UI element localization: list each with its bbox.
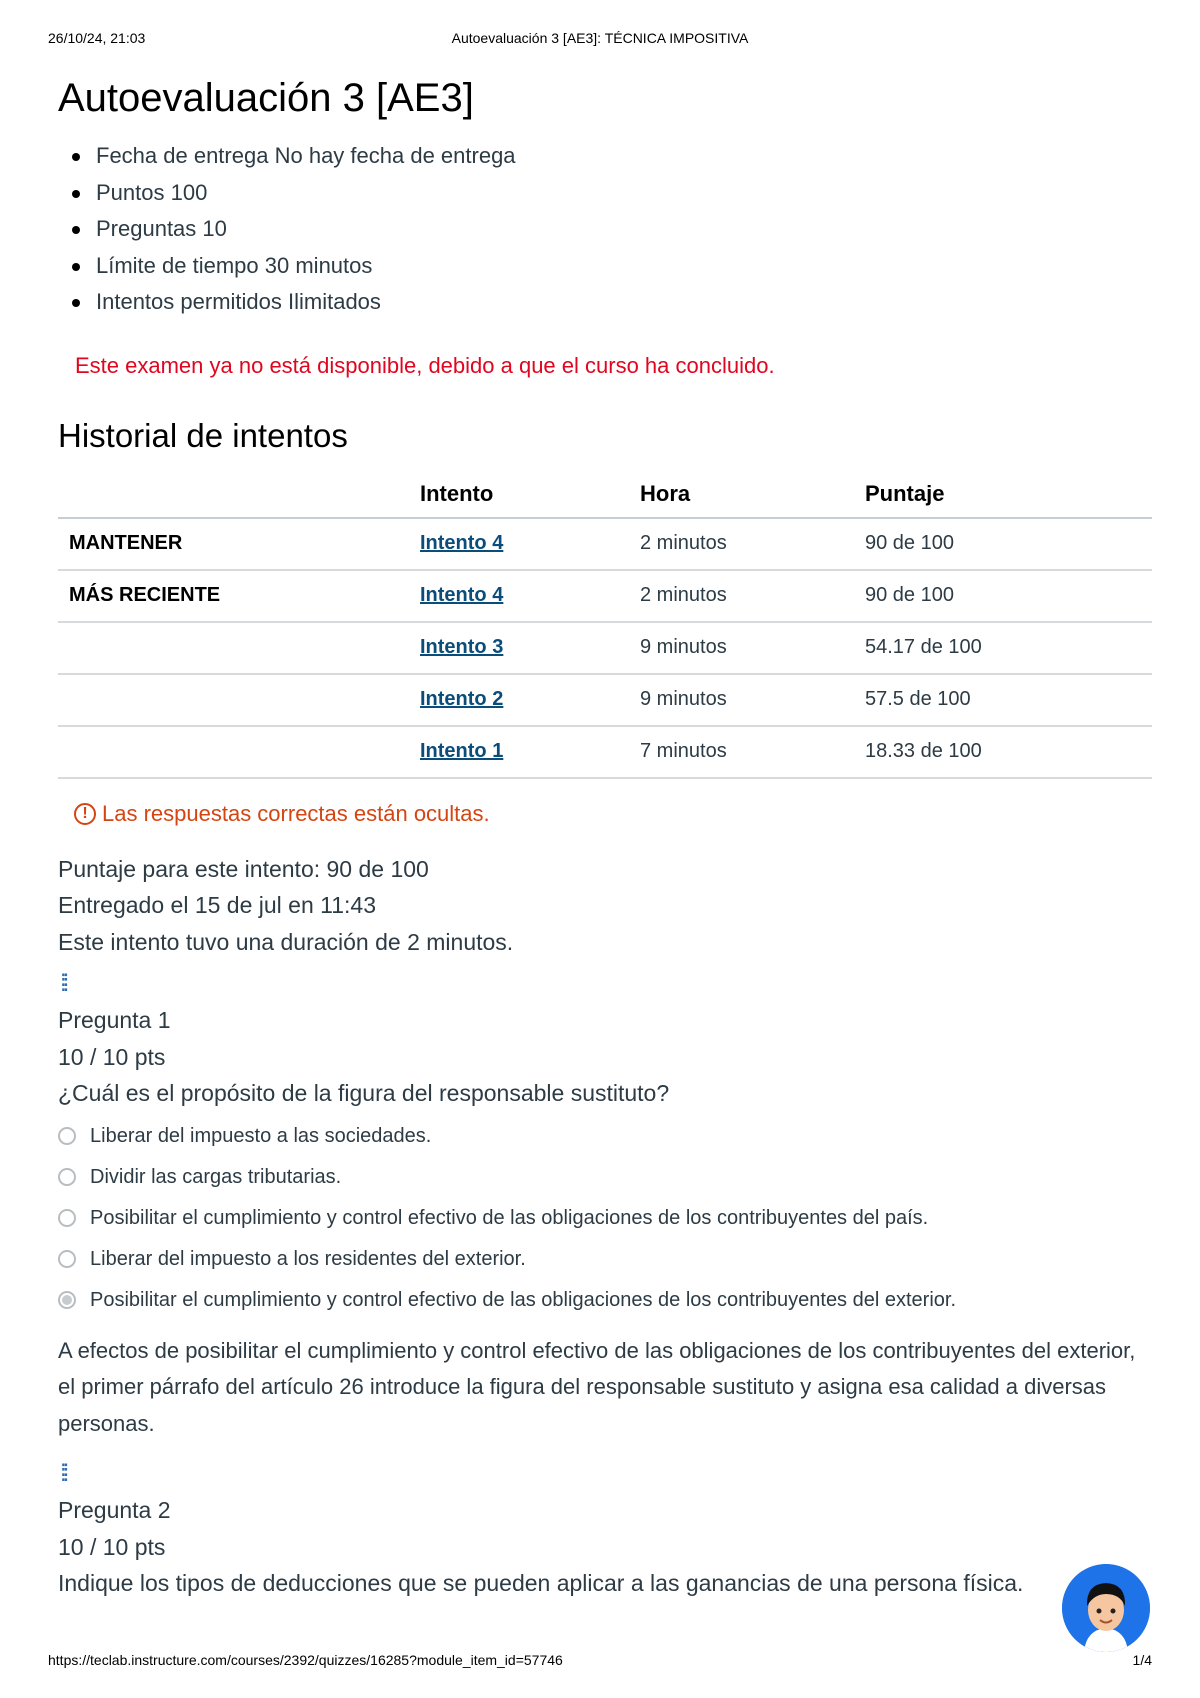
answer-text: Liberar del impuesto a las sociedades. bbox=[90, 1124, 432, 1147]
answer-option bbox=[58, 1116, 1152, 1157]
question-number: Pregunta 1 bbox=[58, 1007, 171, 1033]
answer-text: Posibilitar el cumplimiento y control efectivo de las obligaciones de los contribuyentes del país. bbox=[90, 1206, 929, 1229]
detail-value: 30 minutos bbox=[264, 252, 373, 278]
print-url: https://teclab.instructure.com/courses/2392/quizzes/16285?module_item_id=57746 bbox=[48, 1652, 563, 1668]
table-row bbox=[58, 674, 1152, 726]
unavailable-message: Este examen ya no está disponible, debido a que el curso ha concluido. bbox=[75, 352, 775, 378]
attempt-link[interactable]: Intento 1 bbox=[420, 740, 504, 762]
bullet-icon bbox=[72, 263, 80, 271]
print-header bbox=[48, 30, 1152, 50]
bullet-icon bbox=[72, 226, 80, 234]
detail-value: 100 bbox=[170, 179, 208, 205]
answer-option bbox=[58, 1157, 1152, 1198]
attempt-time: 2 minutos bbox=[640, 570, 865, 622]
attempt-score: 18.33 de 100 bbox=[865, 726, 1152, 778]
detail-label: Preguntas bbox=[96, 216, 197, 241]
column-header-score: Puntaje bbox=[865, 481, 1152, 518]
quiz-details bbox=[72, 138, 1152, 321]
radio-button[interactable] bbox=[58, 1209, 76, 1227]
answer-explanation: A efectos de posibilitar el cumplimiento y control efectivo de las obligaciones de los contribuyentes del exterior, el primer párrafo del artículo 26 introduce la figura del responsable sustituto y asigna esa calidad a diversas personas. bbox=[58, 1337, 1136, 1436]
attempt-link[interactable]: Intento 3 bbox=[420, 636, 504, 658]
detail-points bbox=[72, 175, 1152, 212]
drag-handle-icon[interactable]: ⁞⁞ bbox=[60, 970, 66, 997]
row-label bbox=[58, 622, 420, 674]
detail-label: Intentos permitidos bbox=[96, 289, 282, 314]
row-label: MANTENER bbox=[58, 518, 420, 570]
bullet-icon bbox=[72, 153, 80, 161]
question-text: Indique los tipos de deducciones que se pueden aplicar a las ganancias de una persona física. bbox=[58, 1570, 1024, 1596]
radio-button[interactable] bbox=[58, 1168, 76, 1186]
attempt-score-summary: Puntaje para este intento: 90 de 100 bbox=[58, 855, 429, 882]
page-title: Autoevaluación 3 [AE3] bbox=[58, 76, 474, 120]
radio-button[interactable] bbox=[58, 1127, 76, 1145]
question-points: 10 / 10 pts bbox=[58, 1043, 166, 1070]
exclamation-circle-icon: ! bbox=[74, 803, 96, 825]
answers-hidden-notice bbox=[74, 801, 1152, 827]
detail-value: 10 bbox=[202, 216, 227, 241]
table-header-row bbox=[58, 481, 1152, 518]
answer-options bbox=[58, 1116, 1152, 1321]
question-number: Pregunta 2 bbox=[58, 1497, 171, 1523]
answer-option bbox=[58, 1198, 1152, 1239]
column-header-attempt: Intento bbox=[420, 481, 640, 518]
attempt-info bbox=[58, 851, 1152, 961]
print-footer bbox=[48, 1652, 1152, 1672]
attempt-time: 9 minutos bbox=[640, 674, 865, 726]
attempt-submitted: Entregado el 15 de jul en 11:43 bbox=[58, 892, 376, 918]
detail-label: Límite de tiempo bbox=[96, 252, 259, 278]
answers-hidden-text: Las respuestas correctas están ocultas. bbox=[102, 800, 490, 826]
answer-text: Liberar del impuesto a los residentes del exterior. bbox=[90, 1247, 526, 1270]
question-text: ¿Cuál es el propósito de la figura del responsable sustituto? bbox=[58, 1080, 670, 1106]
column-header-time: Hora bbox=[640, 481, 865, 518]
question-2 bbox=[58, 1462, 1152, 1602]
row-label bbox=[58, 726, 420, 778]
attempts-table bbox=[58, 481, 1152, 779]
table-row bbox=[58, 570, 1152, 622]
detail-value: Ilimitados bbox=[288, 289, 381, 314]
table-row bbox=[58, 518, 1152, 570]
detail-label: Fecha de entrega bbox=[96, 143, 269, 168]
detail-questions bbox=[72, 211, 1152, 248]
answer-text: Posibilitar el cumplimiento y control efectivo de las obligaciones de los contribuyentes del exterior. bbox=[90, 1288, 957, 1311]
table-row bbox=[58, 726, 1152, 778]
detail-time-limit bbox=[72, 248, 1152, 285]
detail-attempts-allowed bbox=[72, 284, 1152, 321]
detail-value: No hay fecha de entrega bbox=[274, 143, 516, 168]
radio-button-selected[interactable] bbox=[58, 1291, 76, 1309]
quiz-content bbox=[58, 70, 1152, 1602]
attempt-time: 2 minutos bbox=[640, 518, 865, 570]
attempt-score: 90 de 100 bbox=[865, 518, 1152, 570]
print-page-number: 1/4 bbox=[1132, 1652, 1152, 1668]
attempt-link[interactable]: Intento 4 bbox=[420, 532, 504, 554]
row-label bbox=[58, 674, 420, 726]
attempt-duration: Este intento tuvo una duración de 2 minutos. bbox=[58, 928, 514, 955]
answer-option bbox=[58, 1239, 1152, 1280]
column-header-label bbox=[58, 481, 420, 518]
bullet-icon bbox=[72, 190, 80, 198]
attempt-time: 7 minutos bbox=[640, 726, 865, 778]
row-label: MÁS RECIENTE bbox=[58, 570, 420, 622]
attempt-score: 54.17 de 100 bbox=[865, 622, 1152, 674]
attempt-time: 9 minutos bbox=[640, 622, 865, 674]
question-points: 10 / 10 pts bbox=[58, 1533, 166, 1560]
answer-option-selected bbox=[58, 1280, 1152, 1321]
print-doc-title: Autoevaluación 3 [AE3]: TÉCNICA IMPOSITIVA bbox=[451, 30, 749, 46]
radio-button[interactable] bbox=[58, 1250, 76, 1268]
question-1 bbox=[58, 972, 1152, 1442]
detail-due-date bbox=[72, 138, 1152, 175]
attempt-score: 90 de 100 bbox=[865, 570, 1152, 622]
attempt-link[interactable]: Intento 2 bbox=[420, 688, 504, 710]
detail-label: Puntos bbox=[96, 179, 165, 205]
attempt-link[interactable]: Intento 4 bbox=[420, 584, 504, 606]
print-datetime: 26/10/24, 21:03 bbox=[48, 30, 146, 46]
assistant-avatar-icon[interactable] bbox=[1062, 1564, 1150, 1652]
history-title: Historial de intentos bbox=[58, 416, 348, 454]
attempt-score: 57.5 de 100 bbox=[865, 674, 1152, 726]
drag-handle-icon[interactable]: ⁞⁞ bbox=[60, 1460, 66, 1487]
bullet-icon bbox=[72, 299, 80, 307]
answer-text: Dividir las cargas tributarias. bbox=[90, 1165, 342, 1188]
avatar-face-icon bbox=[1062, 1564, 1150, 1652]
table-row bbox=[58, 622, 1152, 674]
